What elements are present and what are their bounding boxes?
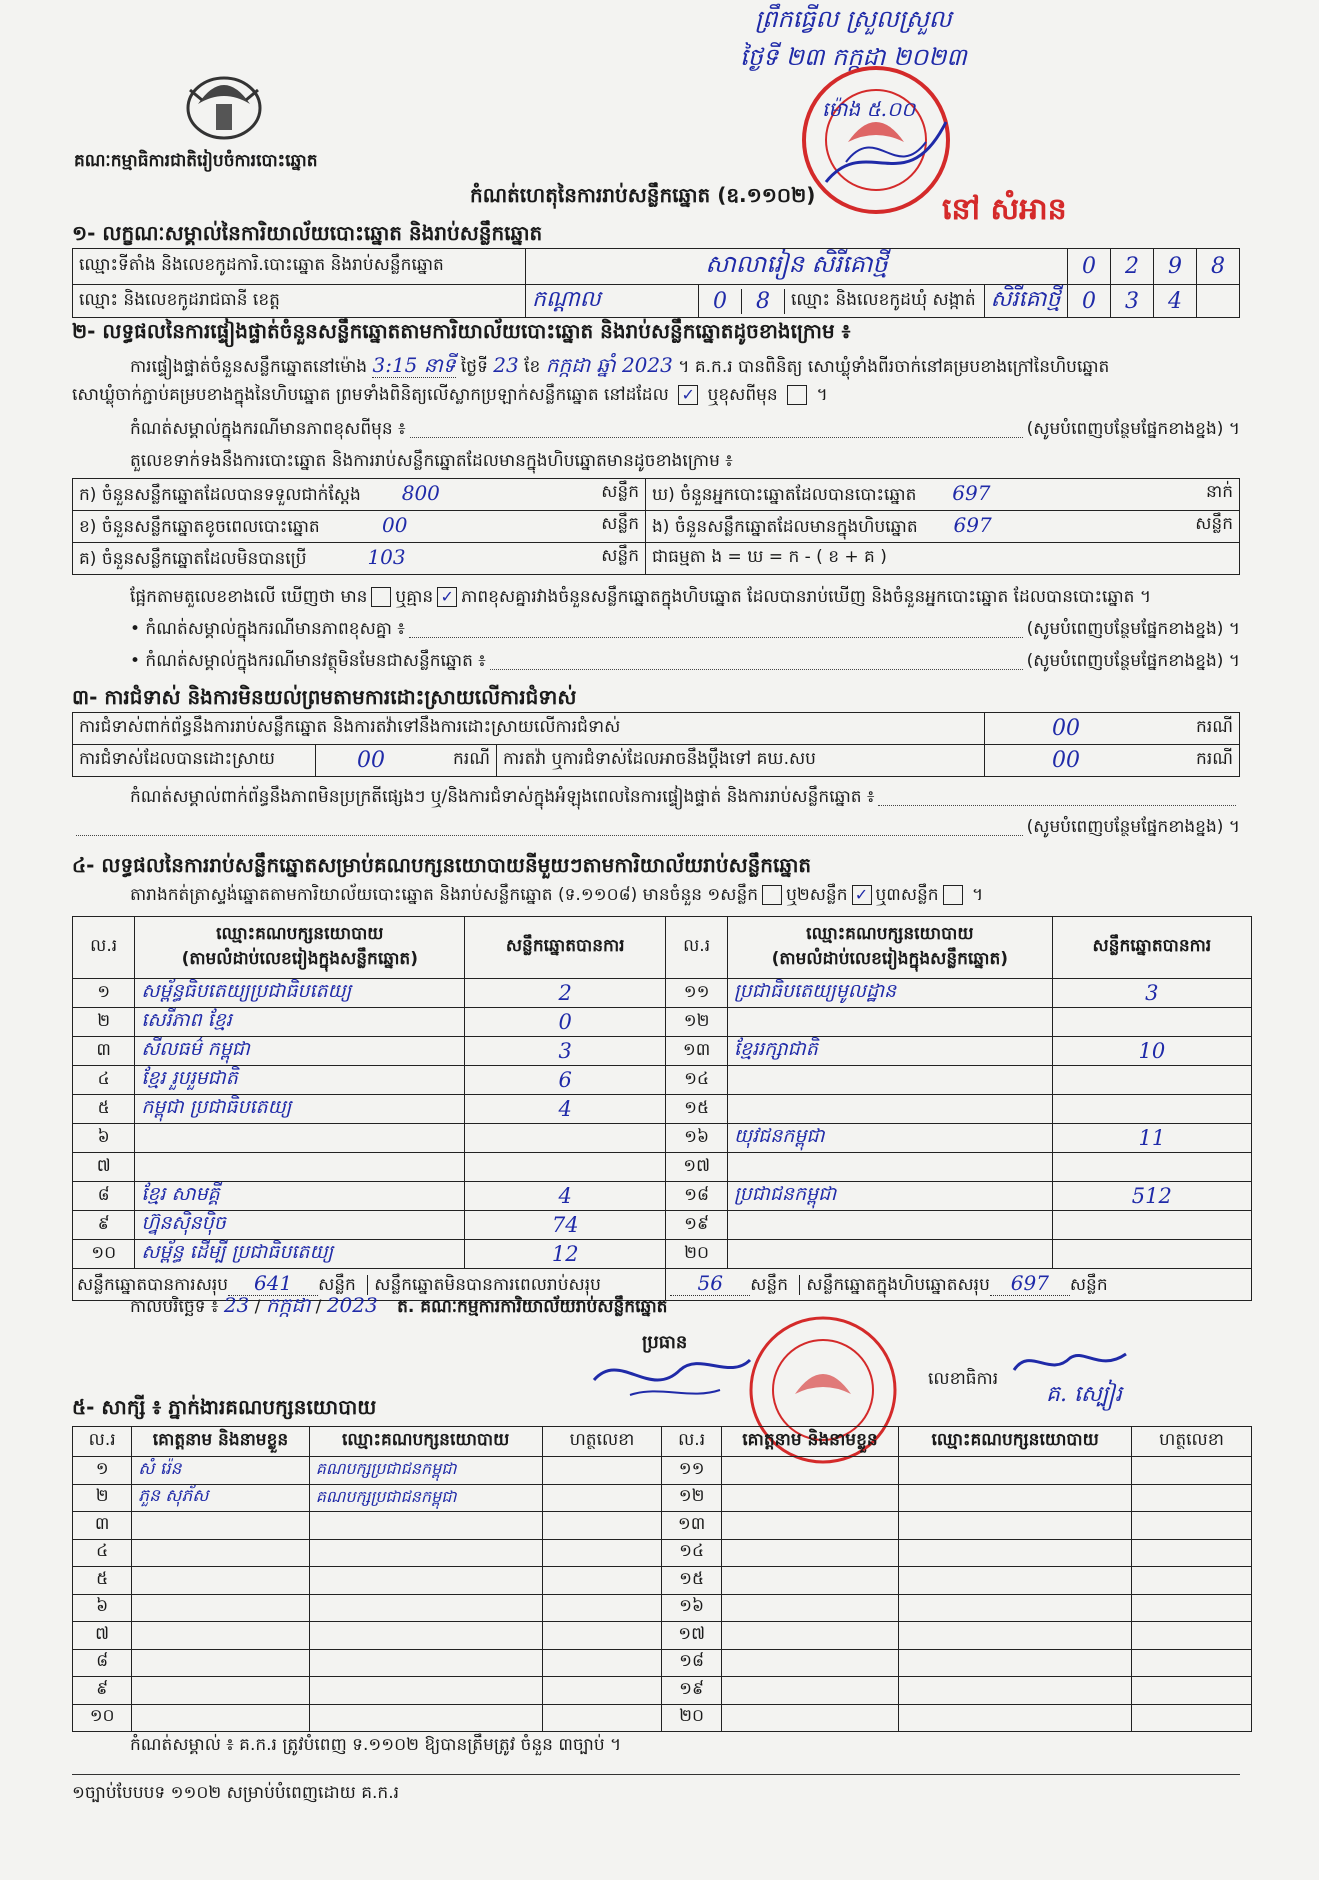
resolved-value: 00 — [357, 748, 385, 773]
location-value: សាលារៀន សិរីគោថ្មី — [526, 249, 1068, 285]
party-name — [728, 1095, 1053, 1124]
witness-party — [899, 1677, 1132, 1705]
party-name: សម្ព័ន្ធ​ធិបតេយ្យប្រជាធិបតេយ្យ — [135, 979, 465, 1008]
tally-sheet-line: តារាងកត់ត្រាស្ទង់ឆ្នោតតាមការិយាល័យបោះឆ្នោត និងរាប់សន្លឹកឆ្នោត (ទ.១១០៨) មានចំនួន ១សន្លឹក ឬ២សន្លឹក ✓ ឬ៣សន្លឹក ។ — [130, 885, 984, 905]
witness-name — [721, 1622, 898, 1650]
witness-name — [132, 1622, 309, 1650]
figures-table — [72, 478, 1240, 575]
witness-no: ១៤ — [662, 1539, 721, 1567]
party-votes: 4 — [465, 1095, 666, 1124]
party-votes: 74 — [465, 1211, 666, 1240]
witness-col-name-left: គោត្តនាម និងនាមខ្លួន — [132, 1427, 309, 1457]
party-votes: 6 — [465, 1066, 666, 1095]
witness-no: ១៦ — [662, 1594, 721, 1622]
total-valid-value: 641 — [228, 1271, 318, 1296]
commune-code-1: 0 — [1068, 285, 1111, 318]
seal-check-text: សោឃ្លុំចាក់ភ្ជាប់គម្របខាងក្នុងនៃហិបឆ្នោត ព្រមទាំងពិនិត្យលើស្លាកប្រឡាក់សន្លឹកឆ្នោត នៅដដែល — [72, 385, 669, 405]
no-difference-checkbox[interactable]: ✓ — [437, 587, 457, 607]
witness-party — [309, 1594, 542, 1622]
witness-no: ១៥ — [662, 1567, 721, 1595]
witness-name — [721, 1539, 898, 1567]
witness-col-no-right: ល.រ — [662, 1427, 721, 1457]
location-code-1: 0 — [1068, 249, 1111, 285]
party-no: ១ — [73, 979, 135, 1008]
table-row — [73, 1484, 1252, 1512]
witness-party — [899, 1539, 1132, 1567]
party-name: ហ្វ៊ុនស៊ិនប៉ិច — [135, 1211, 465, 1240]
party-votes: 3 — [1052, 979, 1251, 1008]
table-row — [73, 979, 1252, 1008]
date-line: កាលបរិច្ឆេទ ៖ 23 / កក្កដា / 2023 ត. គណៈកម្មការការិយាល័យរាប់សន្លឹកឆ្នោត — [130, 1293, 668, 1317]
date-month: កក្កដា — [265, 1293, 311, 1317]
verification-day: 23 — [493, 353, 519, 377]
party-votes: 2 — [465, 979, 666, 1008]
party-votes: 0 — [465, 1008, 666, 1037]
hw-time-top: ម៉ោង ៥.០០ — [822, 97, 916, 121]
figure-kha-value: 00 — [382, 512, 408, 537]
table-row — [73, 1539, 1252, 1567]
three-sheet-checkbox[interactable] — [943, 885, 963, 905]
province-label: ឈ្មោះ និងលេខកូដរាជធានី ខេត្ត — [73, 285, 526, 318]
table-row — [73, 1066, 1252, 1095]
party-name — [728, 1240, 1053, 1269]
witness-party — [309, 1539, 542, 1567]
table-row — [73, 1124, 1252, 1153]
table-row — [73, 1008, 1252, 1037]
same-checkbox[interactable]: ✓ — [678, 385, 698, 405]
province-code-1: 0 — [699, 289, 742, 314]
secretary-name: គ. ស្បៀរ — [1046, 1382, 1122, 1407]
witness-signature — [1132, 1512, 1252, 1540]
objections-total-label: ការជំទាស់ពាក់ព័ន្ធនឹងការរាប់សន្លឹកឆ្នោត និងការតវ៉ាទៅនឹងការដោះស្រាយលើការជំទាស់ — [73, 713, 985, 745]
total-invalid: 56 សន្លឹក សន្លឹកឆ្នោតក្នុងហិបឆ្នោតសរុប 697 សន្លឹក — [666, 1269, 1252, 1301]
table-row — [73, 1457, 1252, 1485]
commune-code-2: 3 — [1111, 285, 1154, 318]
witness-name — [721, 1484, 898, 1512]
witness-no: ១១ — [662, 1457, 721, 1485]
party-no: ១៥ — [666, 1095, 728, 1124]
witness-no: ៦ — [73, 1594, 132, 1622]
witness-party — [899, 1567, 1132, 1595]
witness-party — [309, 1512, 542, 1540]
party-name — [728, 1153, 1053, 1182]
col-votes-right: សន្លឹកឆ្នោតបានការ — [1052, 917, 1251, 979]
witness-signature — [1132, 1677, 1252, 1705]
witness-party: គណបក្សប្រជាជនកម្ពុជា — [309, 1484, 542, 1512]
witness-name — [721, 1704, 898, 1732]
witness-name — [721, 1512, 898, 1540]
chair-label: ប្រធាន — [642, 1332, 688, 1353]
witness-no: ១៨ — [662, 1649, 721, 1677]
different-label: ឬខុសពីមុន — [707, 385, 778, 405]
difference-note-label: កំណត់សម្គាល់ក្នុងករណីមានភាពខុសពីមុន ៖ — [130, 419, 406, 439]
table-row — [73, 1567, 1252, 1595]
official-seal-top-icon — [796, 62, 956, 218]
party-no: ៩ — [73, 1211, 135, 1240]
table-row — [73, 1622, 1252, 1650]
section4-title: ៤- លទ្ធផលនៃការរាប់សន្លឹកឆ្នោតសម្រាប់គណបក្សនយោបាយនីមួយៗតាមការិយាល័យរាប់សន្លឹកឆ្នោត — [72, 853, 812, 877]
witness-party — [899, 1649, 1132, 1677]
party-votes: 11 — [1052, 1124, 1251, 1153]
committee-label: ត. គណៈកម្មការការិយាល័យរាប់សន្លឹកឆ្នោត — [397, 1297, 668, 1317]
secretary-label: លេខាធិការ — [928, 1369, 999, 1389]
witness-no: ១៣ — [662, 1512, 721, 1540]
party-votes — [1052, 1240, 1251, 1269]
witness-table — [72, 1426, 1252, 1732]
location-code-3: 9 — [1154, 249, 1197, 285]
has-difference-checkbox[interactable] — [371, 587, 391, 607]
party-no: ១១ — [666, 979, 728, 1008]
party-votes: 12 — [465, 1240, 666, 1269]
form-title: កំណត់ហេតុនៃការរាប់សន្លឹកឆ្នោត (ឧ.១១០២) — [470, 183, 816, 207]
figure-ko: គ) ចំនួនសន្លឹកឆ្នោតដែលមិនបានប្រើ 103 សន្លឹក — [73, 543, 646, 575]
resolved-label: ការជំទាស់ដែលបានដោះស្រាយ — [73, 745, 316, 777]
party-no: ៥ — [73, 1095, 135, 1124]
verification-time: 3:15 នាទី — [372, 353, 456, 377]
table-row — [73, 1037, 1252, 1066]
irregularities-note-2: (សូមបំពេញបន្ថែមផ្នែកខាងខ្នង) ។ — [72, 816, 1240, 841]
party-name: ខ្មែររក្សាជាតិ — [728, 1037, 1053, 1066]
figure-gho: ឃ) ចំនួនអ្នកបោះឆ្នោតដែលបានបោះឆ្នោត 697 នាក់ — [646, 479, 1240, 511]
witness-party — [899, 1484, 1132, 1512]
nec-emblem-icon — [178, 60, 270, 146]
witness-signature — [542, 1539, 662, 1567]
verification-rest: ។ គ.ក.រ បានពិនិត្យ សោឃ្លុំទាំងពីរចាក់នៅគម្របខាងក្រៅនៃហិបឆ្នោត — [678, 357, 1110, 377]
witness-party: គណបក្សប្រជាជនកម្ពុជា — [309, 1457, 542, 1485]
col-no-left: ល.រ — [73, 917, 135, 979]
formula: ជាធម្មតា ង = ឃ = ក - ( ខ + គ ) — [646, 543, 1240, 575]
witness-no: ៤ — [73, 1539, 132, 1567]
witness-no: ៧ — [73, 1622, 132, 1650]
commune-code-3: 4 — [1154, 285, 1197, 318]
party-no: ១៣ — [666, 1037, 728, 1066]
figure-ka-value: 800 — [401, 480, 440, 505]
party-no: ២ — [73, 1008, 135, 1037]
witness-signature — [542, 1457, 662, 1485]
witness-signature — [1132, 1704, 1252, 1732]
witness-name — [721, 1594, 898, 1622]
witness-col-party-left: ឈ្មោះគណបក្សនយោបាយ — [309, 1427, 542, 1457]
witness-col-name-right: គោត្តនាម និងនាមខ្លួន — [721, 1427, 898, 1457]
party-name: ប្រជាធិបតេយ្យមូលដ្ឋាន — [728, 979, 1053, 1008]
commune-label: ឈ្មោះ និងលេខកូដឃុំ សង្កាត់ — [791, 289, 976, 310]
figure-ngo: ង) ចំនួនសន្លឹកឆ្នោតដែលមានក្នុងហិបឆ្នោត 697 សន្លឹក — [646, 511, 1240, 543]
party-votes — [465, 1124, 666, 1153]
verification-time-label: ការផ្ទៀងផ្ទាត់ចំនួនសន្លឹកឆ្នោតនៅម៉ោង — [130, 357, 368, 377]
witness-name: សំ រ៉េន — [132, 1457, 309, 1485]
party-name — [135, 1153, 465, 1182]
witness-signature — [542, 1567, 662, 1595]
irregularities-note: កំណត់សម្គាល់ពាក់ព័ន្ធនឹងភាពមិនប្រក្រតីផ្សេងៗ ឬ/និងការជំទាស់ក្នុងអំឡុងពេលនៃការផ្ទៀងផ្ទាត់ និងការរាប់សន្លឹកឆ្នោត ៖ — [130, 786, 1240, 811]
party-name: កម្ពុជា ប្រជាធិបតេយ្យ — [135, 1095, 465, 1124]
location-label: ឈ្មោះទីតាំង និងលេខកូដការិ.បោះឆ្នោត និងរាប់សន្លឹកឆ្នោត — [73, 249, 526, 285]
witness-no: ២០ — [662, 1704, 721, 1732]
party-no: ១៩ — [666, 1211, 728, 1240]
figure-kha: ខ) ចំនួនសន្លឹកឆ្នោតខូចពេលបោះឆ្នោត 00 សន្លឹក — [73, 511, 646, 543]
witness-signature — [1132, 1539, 1252, 1567]
col-party-right: ឈ្មោះគណបក្សនយោបាយ (តាមលំដាប់លេខរៀងក្នុងសន្លឹកឆ្នោត) — [728, 917, 1053, 979]
party-name — [728, 1211, 1053, 1240]
party-votes: 512 — [1052, 1182, 1251, 1211]
table-row — [73, 1095, 1252, 1124]
witness-party — [309, 1677, 542, 1705]
section1-title: ១- លក្ខណៈសម្គាល់នៃការិយាល័យបោះឆ្នោត និងរាប់សន្លឹកឆ្នោត — [72, 221, 543, 245]
difference-bullet: • កំណត់សម្គាល់ក្នុងករណីមានភាពខុសគ្នា ៖ (សូមបំពេញបន្ថែមផ្នែកខាងខ្នង) ។ — [130, 619, 1240, 639]
col-party-left: ឈ្មោះគណបក្សនយោបាយ (តាមលំដាប់លេខរៀងក្នុងសន្លឹកឆ្នោត) — [135, 917, 465, 979]
party-no: ២០ — [666, 1240, 728, 1269]
witness-signature — [1132, 1457, 1252, 1485]
party-votes — [1052, 1095, 1251, 1124]
footer-copy: ១ច្បាប់បែបបទ ១១០២ សម្រាប់បំពេញដោយ គ.ក.រ — [72, 1783, 400, 1803]
witness-party — [309, 1649, 542, 1677]
commune-value: សិរីគោថ្មី — [984, 285, 1067, 318]
chair-signature-icon — [590, 1340, 760, 1410]
witness-no: ១៩ — [662, 1677, 721, 1705]
witness-no: ១២ — [662, 1484, 721, 1512]
table-row — [73, 1704, 1252, 1732]
one-sheet-checkbox[interactable] — [762, 885, 782, 905]
witness-name — [132, 1567, 309, 1595]
party-no: ៧ — [73, 1153, 135, 1182]
party-name — [728, 1066, 1053, 1095]
witness-party — [899, 1457, 1132, 1485]
witness-signature — [1132, 1594, 1252, 1622]
witness-no: ១ — [73, 1457, 132, 1485]
witness-signature — [1132, 1622, 1252, 1650]
witness-party — [899, 1622, 1132, 1650]
witness-name — [132, 1704, 309, 1732]
witness-signature — [542, 1484, 662, 1512]
section5-title: ៥- សាក្សី ៖ ភ្នាក់ងារគណបក្សនយោបាយ — [72, 1395, 377, 1419]
witness-col-sign-left: ហត្ថលេខា — [542, 1427, 662, 1457]
witness-signature — [542, 1649, 662, 1677]
party-name: ប្រជាជនកម្ពុជា — [728, 1182, 1053, 1211]
footer-note: កំណត់សម្គាល់ ៖ គ.ក.រ ត្រូវបំពេញ ទ.១១០២ ឱ្យបានត្រឹមត្រូវ ចំនួន ៣ច្បាប់ ។ — [130, 1735, 622, 1755]
figure-gho-value: 697 — [952, 480, 991, 505]
party-no: ១២ — [666, 1008, 728, 1037]
table-row — [73, 1512, 1252, 1540]
total-invalid-value: 56 — [670, 1271, 750, 1296]
witness-party — [899, 1594, 1132, 1622]
party-votes: 4 — [465, 1182, 666, 1211]
party-votes — [1052, 1008, 1251, 1037]
witness-signature — [1132, 1649, 1252, 1677]
witness-name — [132, 1539, 309, 1567]
party-votes: 10 — [1052, 1037, 1251, 1066]
party-votes — [1052, 1211, 1251, 1240]
location-code-2: 2 — [1111, 249, 1154, 285]
witness-signature — [542, 1594, 662, 1622]
witness-party — [899, 1512, 1132, 1540]
party-no: ៣ — [73, 1037, 135, 1066]
witness-no: ១៧ — [662, 1622, 721, 1650]
party-name — [728, 1008, 1053, 1037]
figure-ka: ក) ចំនួនសន្លឹកឆ្នោតដែលបានទទួលជាក់ស្ដែង 800 សន្លឹក — [73, 479, 646, 511]
location-code-4: 8 — [1197, 249, 1240, 285]
party-name: សម្ព័ន្ធ ដើម្បី ប្រជាធិបតេយ្យ — [135, 1240, 465, 1269]
foreign-object-bullet: • កំណត់សម្គាល់ក្នុងករណីមានវត្ថុមិនមែនជាសន្លឹកឆ្នោត ៖ (សូមបំពេញបន្ថែមផ្នែកខាងខ្នង) ។ — [130, 651, 1240, 671]
objections-table: ការជំទាស់ពាក់ព័ន្ធនឹងការរាប់សន្លឹកឆ្នោត និងការតវ៉ាទៅនឹងការដោះស្រាយលើការជំទាស់ 00 ករណី ការជំទាស់ដែលបានដោះស្រាយ 00 ករណី ការតវ៉ា ឬការជំទាស់ដែលអាចនឹងប្ដឹងទៅ គឃ.សប 00 ករណី — [72, 712, 1240, 777]
party-name: សីលធម៌ កម្ពុជា — [135, 1037, 465, 1066]
stamp-name: នៅ សំអាន — [942, 192, 1067, 227]
table-row — [73, 1211, 1252, 1240]
party-name — [135, 1124, 465, 1153]
party-votes — [1052, 1066, 1251, 1095]
witness-signature — [542, 1677, 662, 1705]
table-row — [73, 1182, 1252, 1211]
verification-month: កក្កដា ឆ្នាំ 2023 — [545, 353, 673, 377]
difference-note-line — [130, 418, 1240, 443]
section1-table — [72, 248, 1240, 318]
province-value: កណ្ដាល — [526, 285, 699, 318]
witness-no: ៣ — [73, 1512, 132, 1540]
witness-no: ៩ — [73, 1677, 132, 1705]
province-code-2: 8 — [742, 289, 785, 314]
party-name: សេរីភាព ខ្មែរ — [135, 1008, 465, 1037]
party-no: ៤ — [73, 1066, 135, 1095]
witness-name — [132, 1512, 309, 1540]
witness-party — [309, 1622, 542, 1650]
different-checkbox[interactable] — [787, 385, 807, 405]
table-row — [73, 1240, 1252, 1269]
witness-name — [721, 1567, 898, 1595]
date-day: 23 — [223, 1293, 250, 1317]
figures-intro: តួលេខទាក់ទងនឹងការបោះឆ្នោត និងការរាប់សន្លឹកឆ្នោតដែលមានក្នុងហិបឆ្នោតមានដូចខាងក្រោម ៖ — [130, 451, 733, 471]
witness-signature — [1132, 1484, 1252, 1512]
witness-name — [721, 1677, 898, 1705]
table-row — [73, 1153, 1252, 1182]
col-no-right: ល.រ — [666, 917, 728, 979]
hw-date-top: ថ្ងៃទី ២៣ កក្កដា ២០២៣ — [740, 43, 967, 71]
party-no: ១៨ — [666, 1182, 728, 1211]
secretary-signature-icon — [1010, 1342, 1130, 1382]
witness-name — [132, 1594, 309, 1622]
party-no: ១៦ — [666, 1124, 728, 1153]
witness-no: ៨ — [73, 1649, 132, 1677]
org-name: គណៈកម្មាធិការជាតិរៀបចំការបោះឆ្នោត — [74, 151, 318, 171]
witness-party — [309, 1567, 542, 1595]
two-sheet-checkbox[interactable]: ✓ — [852, 885, 872, 905]
party-results-table — [72, 916, 1252, 1301]
section3-title: ៣- ការជំទាស់ និងការមិនយល់ព្រមតាមការដោះស្រាយលើការជំទាស់ — [72, 685, 577, 709]
appeal-label: ការតវ៉ា ឬការជំទាស់ដែលអាចនឹងប្ដឹងទៅ គឃ.សប — [497, 745, 985, 777]
party-no: ៨ — [73, 1182, 135, 1211]
witness-no: ២ — [73, 1484, 132, 1512]
witness-col-no-left: ល.រ — [73, 1427, 132, 1457]
witness-no: ១០ — [73, 1704, 132, 1732]
hw-note-top: ព្រឹកធ្វើល ស្រួលស្រួល — [755, 5, 952, 33]
witness-signature — [542, 1622, 662, 1650]
table-row — [73, 1649, 1252, 1677]
section2-title: ២- លទ្ធផលនៃការផ្ទៀងផ្ទាត់ចំនួនសន្លឹកឆ្នោតតាមការិយាល័យបោះឆ្នោត និងរាប់សន្លឹកឆ្នោតដូចខាងក្រោម ៖ — [72, 319, 851, 343]
witness-signature — [542, 1704, 662, 1732]
table-row — [73, 1677, 1252, 1705]
witness-party — [309, 1704, 542, 1732]
witness-no: ៥ — [73, 1567, 132, 1595]
witness-col-sign-right: ហត្ថលេខា — [1132, 1427, 1252, 1457]
party-name: ខ្មែរ រួបរួមជាតិ — [135, 1066, 465, 1095]
unit-case: ករណី — [1147, 713, 1240, 745]
figure-ngo-value: 697 — [953, 512, 992, 537]
appeal-value: 00 — [985, 745, 1148, 777]
figure-ko-value: 103 — [367, 544, 406, 569]
objections-total-value: 00 — [985, 713, 1148, 745]
party-votes: 3 — [465, 1037, 666, 1066]
party-no: ៦ — [73, 1124, 135, 1153]
day-label: ថ្ងៃទី — [460, 357, 488, 377]
seal-check-line: សោឃ្លុំចាក់ភ្ជាប់គម្របខាងក្នុងនៃហិបឆ្នោត ព្រមទាំងពិនិត្យលើស្លាកប្រឡាក់សន្លឹកឆ្នោត នៅដដែល ✓ ឬខុសពីមុន ។ — [72, 385, 828, 405]
witness-party — [899, 1704, 1132, 1732]
witness-name — [132, 1649, 309, 1677]
total-box-value: 697 — [990, 1271, 1070, 1296]
party-votes — [465, 1153, 666, 1182]
witness-name — [721, 1457, 898, 1485]
party-name: ខ្មែរ សាមគ្គី — [135, 1182, 465, 1211]
party-votes — [1052, 1153, 1251, 1182]
party-name: យុវជនកម្ពុជា — [728, 1124, 1053, 1153]
witness-name — [721, 1649, 898, 1677]
discrepancy-line: ផ្អែកតាមតួលេខខាងលើ ឃើញថា មាន ឬគ្មាន ✓ ភាពខុសគ្នារវាងចំនួនសន្លឹកឆ្នោតក្នុងហិបឆ្នោត ដែលបានរាប់ឃើញ និងចំនួនអ្នកបោះឆ្នោត ដែលបានបោះឆ្នោត ។ — [130, 587, 1152, 607]
witness-signature — [1132, 1567, 1252, 1595]
total-valid: សន្លឹកឆ្នោតបានការសរុប 641 សន្លឹក សន្លឹកឆ្នោតមិនបានការពេលរាប់សរុប — [73, 1269, 666, 1301]
month-label: ខែ — [524, 357, 541, 377]
party-no: ១០ — [73, 1240, 135, 1269]
witness-name: ភួន សុភ័ស — [132, 1484, 309, 1512]
witness-name — [132, 1677, 309, 1705]
fill-note: (សូមបំពេញបន្ថែមផ្នែកខាងខ្នង) ។ — [1026, 419, 1240, 439]
party-no: ១៤ — [666, 1066, 728, 1095]
table-row — [73, 1594, 1252, 1622]
col-votes-left: សន្លឹកឆ្នោតបានការ — [465, 917, 666, 979]
date-year: 2023 — [326, 1293, 378, 1317]
witness-signature — [542, 1512, 662, 1540]
verification-line — [130, 352, 1240, 382]
witness-col-party-right: ឈ្មោះគណបក្សនយោបាយ — [899, 1427, 1132, 1457]
party-no: ១៧ — [666, 1153, 728, 1182]
